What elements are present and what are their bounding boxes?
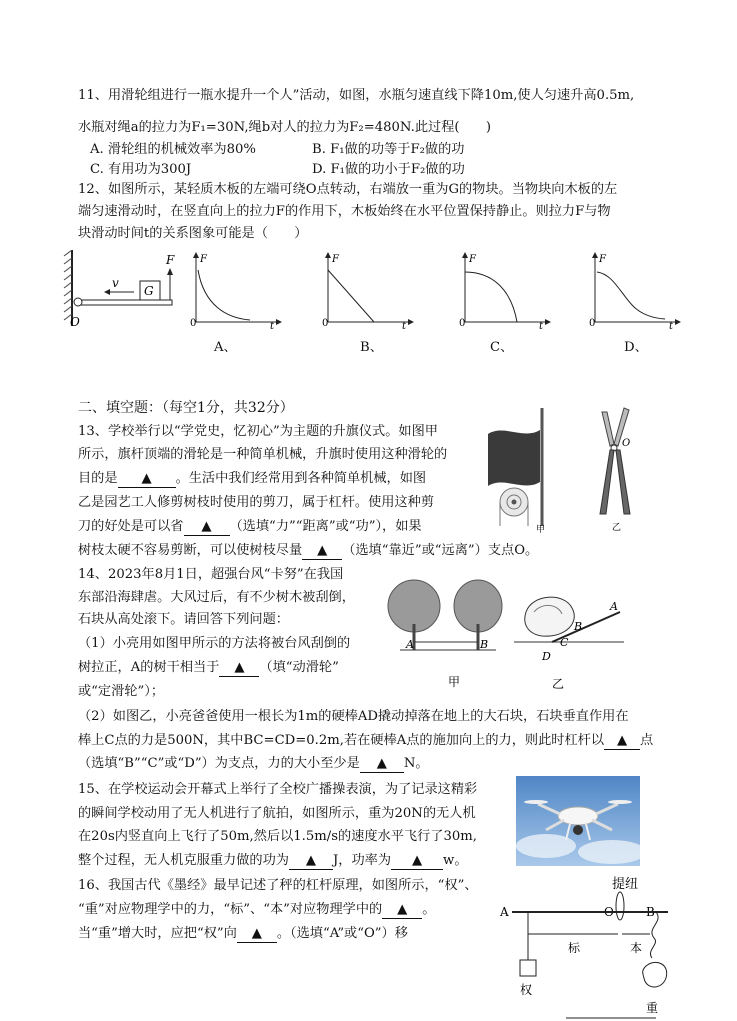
q16-line1: 16、我国古代《墨经》最早记述了秤的杠杆原理，如图所示，“权”、 [78, 878, 478, 893]
q12-graph-b [318, 250, 418, 330]
blank-marker-icon: ▲ [397, 902, 408, 917]
q16-line3-suffix: 。（选填“A”或“O”）移 [276, 926, 408, 941]
q13-blank-2[interactable] [184, 519, 230, 536]
q13-line5 [78, 519, 422, 536]
q12-lever-figure [62, 250, 190, 334]
blank-marker-icon: ▲ [305, 853, 317, 868]
q16-line2 [78, 902, 435, 919]
q15-line3: 在20s内竖直向上飞行了50m,然后以1.5m/s的速度水平飞行了30m, [78, 829, 477, 844]
graph-b-x-label: t [402, 321, 407, 330]
q14-line9-suffix: N。 [403, 756, 429, 771]
graph-c-origin: 0 [459, 318, 466, 329]
q14-line9 [78, 756, 429, 773]
q13-line4: 乙是园艺工人修剪树枝时使用的剪刀，属于杠杆。使用这种剪 [78, 495, 435, 510]
q11-option-c: C. 有用功为300J [90, 162, 192, 177]
q15-line1: 15、在学校运动会开幕式上举行了全校广播操表演，为了记录这精彩 [78, 782, 478, 797]
q12-graph-d [585, 250, 685, 330]
steelyard-zhong-label: 重 [646, 1001, 659, 1015]
fig-jia-label: 甲 [536, 525, 546, 535]
rock-icon [525, 597, 574, 636]
q13-line3-suffix: 。生活中我们经常用到各种简单机械，如图 [175, 471, 427, 486]
shears-o-label: O [622, 438, 631, 449]
graph-d-x-label: t [669, 321, 674, 330]
force-f-arrow-icon [167, 268, 173, 275]
blank-marker-icon: ▲ [251, 926, 262, 941]
blank-marker-icon: ▲ [616, 733, 628, 748]
q16-line3-prefix: 当“重”增大时，应把“权”向 [78, 926, 237, 941]
steelyard-handle-icon [616, 892, 624, 920]
q15-drone-photo [516, 776, 640, 866]
q12-graph-a [186, 250, 286, 330]
q13-line6-suffix: （选填“靠近”或“远离”）支点O。 [342, 543, 539, 558]
q14-line8-suffix: 点 [640, 733, 654, 748]
q14-trees-figure [380, 576, 510, 690]
q13-blank-1[interactable] [118, 471, 176, 488]
q13-line5-suffix: （选填“力”“距离”或“功”），如果 [229, 519, 422, 534]
graph-d-origin: 0 [589, 318, 596, 329]
q13-line6 [78, 543, 538, 560]
q14-line5-prefix: 树拉正，A的树干相当于 [78, 660, 220, 675]
q11-option-a: A. 滑轮组的机械效率为80% [90, 142, 256, 157]
q14-line1: 14、2023年8月1日，超强台风“卡努”在我国 [78, 567, 344, 582]
blank-marker-icon: ▲ [201, 519, 212, 534]
q16-line3 [78, 926, 408, 943]
q13-line6-prefix: 树枝太硬不容易剪断，可以使树枝尽量 [78, 543, 303, 558]
steelyard-a-label: A [500, 905, 509, 919]
block-g-label: G [144, 284, 154, 298]
trees-b-label: B [480, 638, 489, 651]
q14-blank-2[interactable] [604, 733, 640, 750]
q13-flag-pulley-figure [478, 404, 562, 536]
q11-option-b: B. F₁做的功等于F₂做的功 [312, 142, 465, 157]
blank-marker-icon: ▲ [141, 471, 152, 486]
q14-blank-1[interactable] [219, 660, 259, 677]
q12-stem-line1: 12、如图所示，某轻质木板的左端可绕O点转动，右端放一重为G的物块。当物块向木板的左 [78, 182, 618, 197]
q16-blank-1[interactable] [382, 902, 422, 919]
blank-marker-icon: ▲ [234, 660, 245, 675]
graph-c-x-label: t [539, 321, 544, 330]
graph-b-y-label: F [332, 254, 339, 265]
section-2-title: 二、填空题：（每空1分，共32分） [78, 400, 294, 416]
q14-line2: 东部沿海肆虐。大风过后，有不少树木被刮倒， [78, 590, 355, 605]
steelyard-o-label: O [604, 905, 614, 919]
graph-c-y-label: F [469, 254, 476, 265]
q13-line3 [78, 471, 426, 488]
crowbar-a-label: A [610, 600, 618, 613]
q16-line2-prefix: “重”对应物理学中的力，“标”、“本”对应物理学中的 [78, 902, 383, 917]
velocity-arrow-icon [104, 289, 110, 295]
q14-line7: （2）如图乙，小亮爸爸使用一根长为1m的硬棒AD撬动掉落在地上的大石块，石块垂直作用在 [78, 709, 629, 724]
q12-option-c-label: C、 [490, 340, 514, 355]
trees-a-label: A [406, 638, 414, 651]
q15-blank-1[interactable] [289, 853, 333, 870]
steelyard-b-label: B [646, 905, 655, 919]
steelyard-tizu-label: 提纽 [612, 877, 639, 892]
q14-line9-prefix: （选填“B”“C”或“D”）为支点，力的大小至少是 [78, 756, 360, 771]
q12-graph-c [455, 250, 555, 330]
q14-line4: （1）小亮用如图甲所示的方法将被台风刮倒的 [78, 636, 351, 651]
steelyard-biao-label: 标 [568, 941, 581, 955]
crowbar-yi-label: 乙 [552, 677, 565, 690]
crowbar-c-label: C [560, 636, 569, 649]
graph-b-origin: 0 [322, 318, 329, 329]
trees-jia-label: 甲 [448, 675, 461, 689]
q14-crowbar-figure [512, 590, 632, 690]
q14-line6: 或“定滑轮”）； [78, 684, 165, 699]
q11-stem-line1: 11、用滑轮组进行一瓶水提升一个人”活动，如图，水瓶匀速直线下降10m,使人匀速升高0.5m, [78, 88, 635, 103]
graph-d-y-label: F [599, 254, 606, 265]
q15-line2: 的瞬间学校动用了无人机进行了航拍，如图所示，重为20N的无人机 [78, 806, 476, 821]
q12-option-a-label: A、 [214, 340, 237, 355]
q13-line2: 所示，旗杆顶端的滑轮是一种简单机械，升旗时使用这种滑轮的 [78, 447, 448, 462]
blank-marker-icon: ▲ [317, 543, 328, 558]
q13-shears-figure [580, 404, 650, 536]
q14-line5 [78, 660, 339, 677]
q15-blank-2[interactable] [391, 853, 443, 870]
q15-line4-middle: J，功率为 [333, 853, 392, 868]
counterweight-quan [520, 960, 536, 976]
q12-option-b-label: B、 [360, 340, 383, 355]
q11-option-d: D. F₁做的功小于F₂做的功 [312, 162, 465, 177]
q16-steelyard-figure [496, 872, 682, 1020]
fig-yi-label: 乙 [612, 523, 622, 533]
q13-blank-3[interactable] [302, 543, 342, 560]
pivot-o-icon [74, 298, 82, 306]
q13-line1: 13、学校举行以“学党史，忆初心”为主题的升旗仪式。如图甲 [78, 424, 438, 439]
pivot-o-label: O [70, 315, 80, 329]
velocity-label: v [112, 276, 119, 290]
q11-stem-line2: 水瓶对绳a的拉力为F₁=30N,绳b对人的拉力为F₂=480N.此过程( ) [78, 120, 492, 135]
steelyard-quan-label: 权 [520, 983, 533, 997]
q14-line8 [78, 733, 653, 750]
q12-stem-line2: 端匀速滑动时，在竖直向上的拉力F的作用下，木板始终在水平位置保持静止。则拉力F与物 [78, 204, 611, 219]
crowbar-d-label: D [542, 650, 551, 663]
q13-line5-prefix: 刀的好处是可以省 [78, 519, 184, 534]
force-f-label: F [166, 253, 175, 267]
q15-line4 [78, 853, 468, 870]
steelyard-ben-label: 本 [630, 941, 643, 955]
weight-zhong-icon [643, 962, 667, 987]
graph-a-x-label: t [270, 321, 275, 330]
crowbar-b-label: B [574, 620, 583, 633]
graph-a-origin: 0 [190, 318, 197, 329]
flag-image [488, 430, 540, 486]
q12-option-d-label: D、 [624, 340, 648, 355]
q15-line4-prefix: 整个过程，无人机克服重力做的功为 [78, 853, 289, 868]
blank-marker-icon: ▲ [376, 756, 387, 771]
q14-line3: 石块从高处滚下。请回答下列问题： [78, 612, 289, 627]
q14-line8-prefix: 棒上C点的力是500N，其中BC=CD=0.2m,若在硬棒A点的施加向上的力，则此时杠杆以 [78, 733, 605, 748]
q16-line2-suffix: 。 [422, 902, 436, 917]
q16-blank-2[interactable] [237, 926, 277, 943]
blank-marker-icon: ▲ [411, 853, 423, 868]
q14-blank-3[interactable] [360, 756, 404, 773]
graph-a-y-label: F [200, 254, 207, 265]
q14-line5-suffix: （填“动滑轮” [259, 660, 339, 675]
q15-line4-suffix: w。 [443, 853, 468, 868]
q12-stem-line3: 块滑动时间t的关系图象可能是（ ） [78, 226, 308, 241]
q13-line3-prefix: 目的是 [78, 471, 118, 486]
